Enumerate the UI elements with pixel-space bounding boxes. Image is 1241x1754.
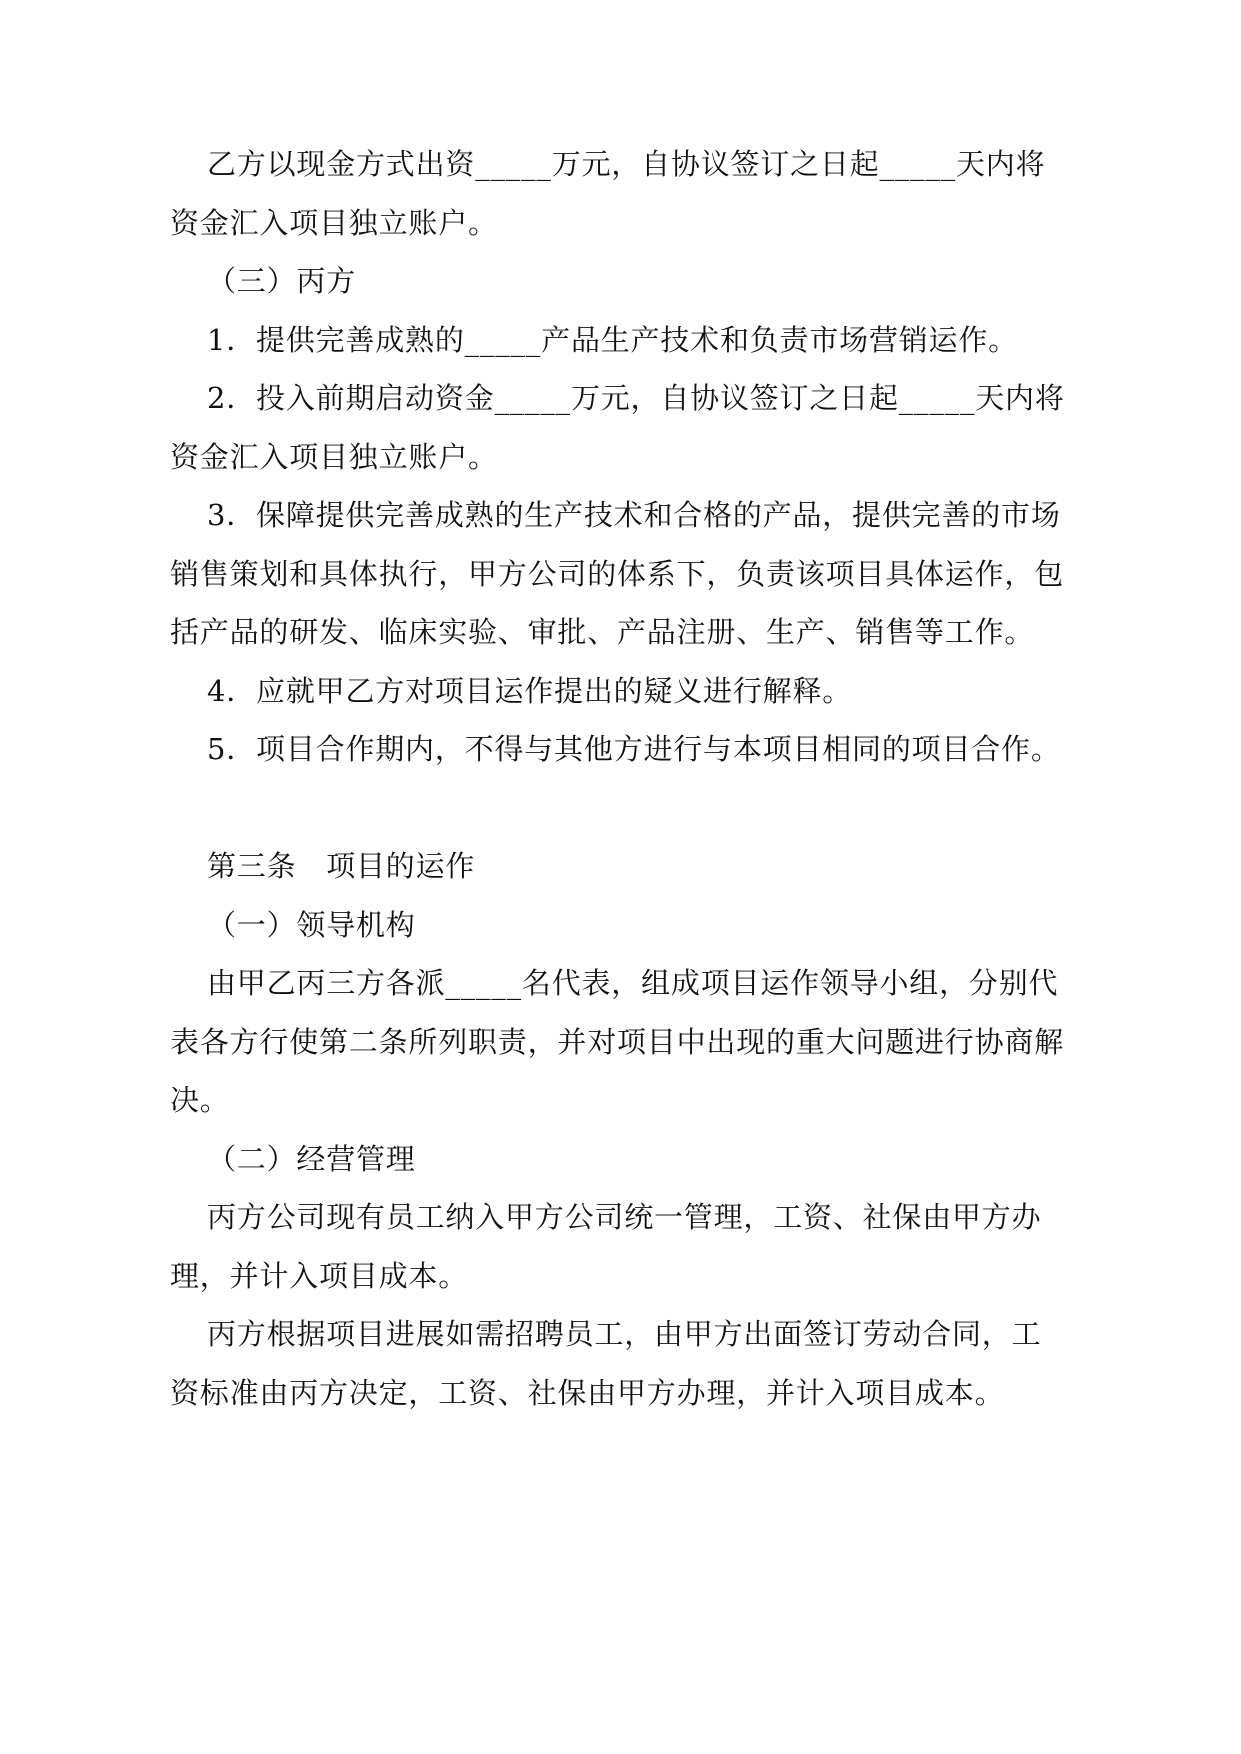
section-heading: （二）经营管理 (207, 1142, 416, 1176)
article-heading: 第三条 项目的运作 (207, 849, 476, 883)
paragraph-line: 资金汇入项目独立账户。 (170, 206, 498, 240)
paragraph-line: 乙方以现金方式出资_____万元，自协议签订之日起_____天内将 (207, 147, 1046, 181)
list-item: 2．投入前期启动资金_____万元，自协议签订之日起_____天内将 (207, 381, 1065, 415)
paragraph-line: 括产品的研发、临床实验、审批、产品注册、生产、销售等工作。 (170, 615, 1035, 649)
paragraph-line: 由甲乙丙三方各派_____名代表，组成项目运作领导小组，分别代 (207, 966, 1059, 1000)
paragraph-line: 决。 (170, 1083, 230, 1117)
paragraph-line: 资标准由丙方决定，工资、社保由甲方办理，并计入项目成本。 (170, 1376, 1005, 1410)
paragraph-line: 销售策划和具体执行，甲方公司的体系下，负责该项目具体运作，包 (170, 557, 1065, 591)
paragraph-line: 理，并计入项目成本。 (170, 1259, 469, 1293)
paragraph-line: 丙方公司现有员工纳入甲方公司统一管理，工资、社保由甲方办 (207, 1200, 1042, 1234)
paragraph-line: 丙方根据项目进展如需招聘员工，由甲方出面签订劳动合同，工 (207, 1317, 1042, 1351)
paragraph-line: 资金汇入项目独立账户。 (170, 440, 498, 474)
section-heading: （三）丙方 (207, 264, 357, 298)
section-heading: （一）领导机构 (207, 908, 416, 942)
list-item: 5．项目合作期内，不得与其他方进行与本项目相同的项目合作。 (207, 732, 1061, 766)
paragraph-line: 表各方行使第二条所列职责，并对项目中出现的重大问题进行协商解 (170, 1025, 1065, 1059)
list-item: 1．提供完善成熟的_____产品生产技术和负责市场营销运作。 (207, 323, 1018, 357)
list-item: 4．应就甲乙方对项目运作提出的疑义进行解释。 (207, 674, 853, 708)
list-item: 3．保障提供完善成熟的生产技术和合格的产品，提供完善的市场 (207, 498, 1061, 532)
